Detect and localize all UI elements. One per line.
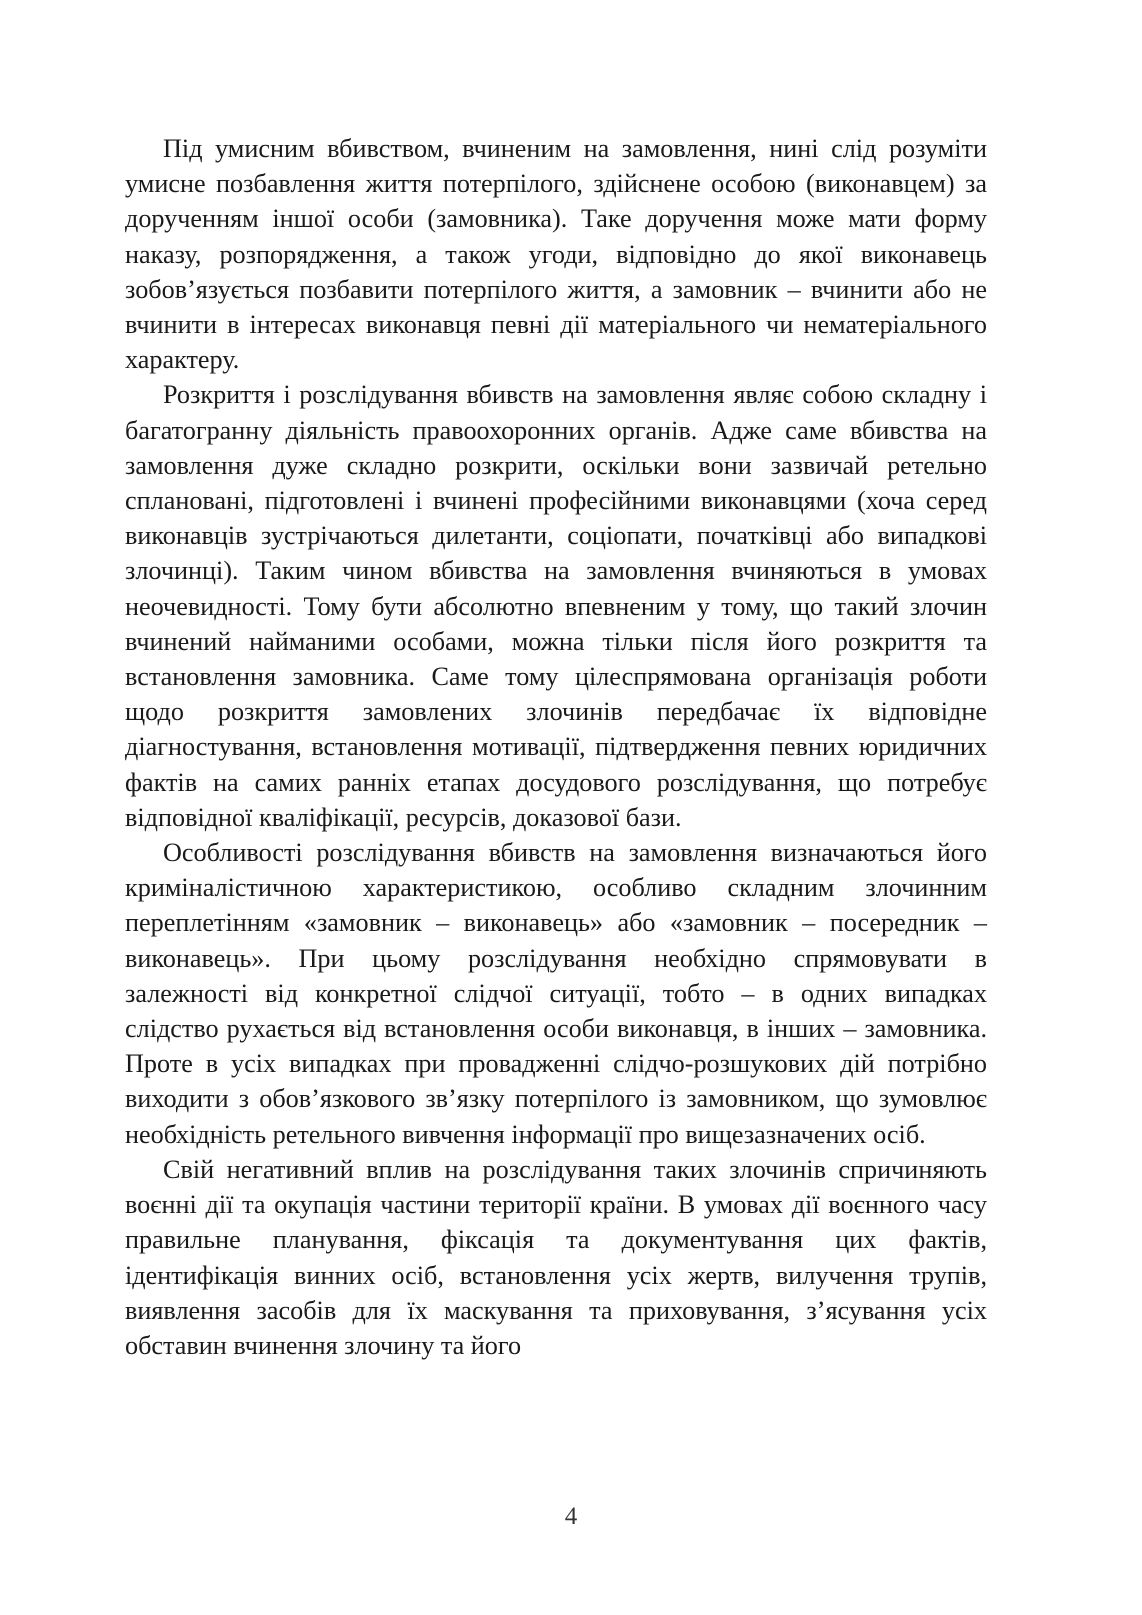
body-text <box>125 131 987 1363</box>
paragraph-3: Особливості розслідування вбивств на замовлення визначаються його криміналістичною характеристикою, особливо складним злочинним переплетінням «замовник – виконавець» або «замовник – посередник – виконавець». При цьому розслідування необхідно спрямовувати в залежності від конкретної слідчої ситуації, тобто – в одних випадках слідство рухається від встановлення особи виконавця, в інших – замовника. Проте в усіх випадках при провадженні слідчо-розшукових дій потрібно виходити з обов’язкового зв’язку потерпілого із замовником, що зумовлює необхідність ретельного вивчення інформації про вищезазначених осіб. <box>125 838 987 1149</box>
paragraph-1: Під умисним вбивством, вчиненим на замовлення, нині слід розуміти умисне позбавлення життя потерпілого, здійснене особою (виконавцем) за дорученням іншої особи (замовника). Таке доручення може мати форму наказу, розпорядження, а також угоди, відповідно до якої виконавець зобов’язується позбавити потерпілого життя, а замовник – вчинити або не вчинити в інтересах виконавця певні дії матеріального чи нематеріального характеру. <box>125 134 987 375</box>
paragraph-4: Свій негативний вплив на розслідування таких злочинів спричиняють воєнні дії та окупація частини території країни. В умовах дії воєнного часу правильне планування, фіксація та документування цих фактів, ідентифікація винних осіб, встановлення усіх жертв, вилучення трупів, виявлення засобів для їх маскування та приховування, з’ясування усіх обставин вчинення злочину та його <box>125 1154 987 1360</box>
page-number: 4 <box>564 1503 578 1530</box>
paragraph-2: Розкриття і розслідування вбивств на замовлення являє собою складну і багатогранну діяльність правоохоронних органів. Адже саме вбивства на замовлення дуже складно розкрити, оскільки вони зазвичай ретельно сплановані, підготовлені і вчинені професійними виконавцями (хоча серед виконавців зустрічаються дилетанти, соціопати, початківці або випадкові злочинці). Таким чином вбивства на замовлення вчиняються в умовах неочевидності. Тому бути абсолютно впевненим у тому, що такий злочин вчинений найманими особами, можна тільки після його розкриття та встановлення замовника. Саме тому цілеспрямована організація роботи щодо розкриття замовлених злочинів передбачає їх відповідне діагностування, встановлення мотивації, підтвердження певних юридичних фактів на самих ранніх етапах досудового розслідування, що потребує відповідної кваліфікації, ресурсів, доказової бази. <box>125 380 987 832</box>
